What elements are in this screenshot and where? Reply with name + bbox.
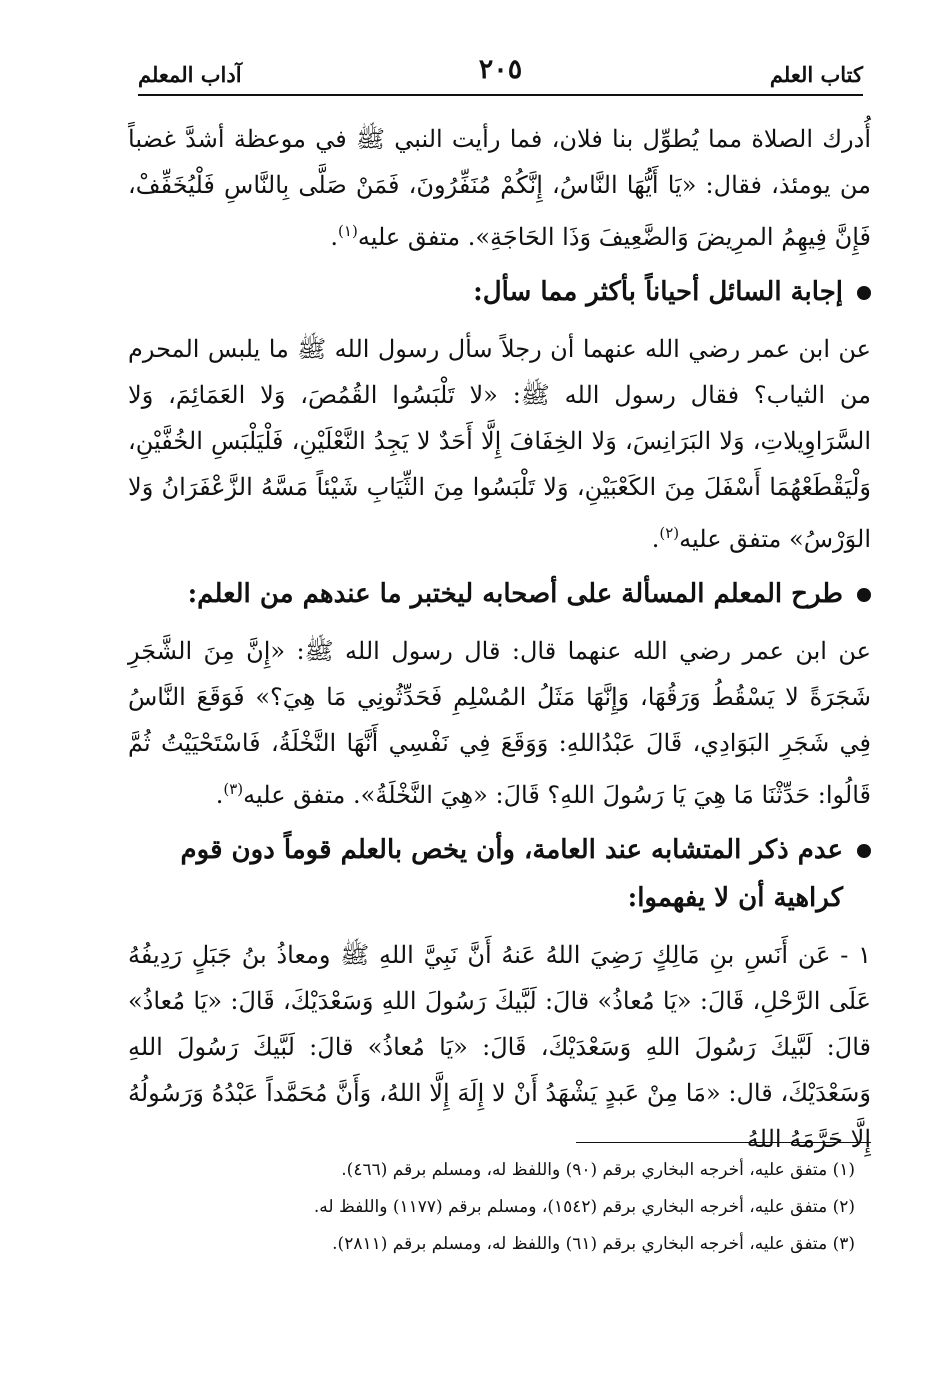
section-2-paragraph: عن ابن عمر رضي الله عنهما قال: قال رسول الله ﷺ: «إِنَّ مِنَ الشَّجَرِ شَجَرَةً لا يَسْقُطُ وَرَقُهَا، وَإِنَّهَا مَثَلُ المُسْلِمِ فَحَدِّثُونِي مَا هِيَ؟» فَوَقَعَ النَّاسُ فِي شَجَرِ البَوَادِي، قَالَ عَبْدُاللهِ: وَوَقَعَ فِي نَفْسِي أَنَّهَا النَّخْلَةُ، فَاسْتَحْيَيْتُ ثُمَّ قَالُوا: حَدِّثْنَا مَا هِيَ يَا رَسُولَ اللهِ؟ قَالَ: «هِيَ النَّخْلَةُ». متفق عليه$^{(٣)}$. xyxy=(128,637,871,809)
intro-paragraph-text: أُدرك الصلاة مما يُطوِّل بنا فلان، فما رأيت النبي ﷺ في موعظة أشدَّ غضباً من يومئذ، فقال: «يَا أَيُّهَا النَّاسُ، إِنَّكُمْ مُنَفِّرُونَ، فَمَنْ صَلَّى بِالنَّاسِ فَلْيُخَفِّفْ، فَإِنَّ فِيهِمُ المرِيضَ وَالضَّعِيفَ وَذَا الحَاجَةِ». متفق عليه xyxy=(128,125,871,251)
section-heading-1-text: إجابة السائل أحياناً بأكثر مما سأل: xyxy=(473,277,843,307)
footnotes xyxy=(128,1152,855,1263)
section-3-paragraph-text: ١ - عَن أَنَسِ بنِ مَالِكٍ رَضِيَ اللهُ عَنهُ أَنَّ نَبِيَّ اللهِ ﷺ ومعاذُ بنُ جَبَلٍ رَدِيفُهُ عَلَى الرَّحْلِ، قَالَ: «يَا مُعاذُ» قالَ: لَبَّيكَ رَسُولَ اللهِ وَسَعْدَيْكَ، قَالَ: «يَا مُعاذُ» قالَ: لَبَّيكَ رَسُولَ اللهِ وَسَعْدَيْكَ، قَالَ: «يَا مُعاذُ» قالَ: لَبَّيكَ رَسُولَ اللهِ وَسَعْدَيْكَ، قال: «مَا مِنْ عَبدٍ يَشْهَدُ أَنْ لا إِلَهَ إِلَّا اللهُ، وَأَنَّ مُحَمَّداً عَبْدُهُ وَرَسُولُهُ إِلَّا حَرَّمَهُ اللهُ xyxy=(128,941,871,1153)
header-rule xyxy=(138,94,863,96)
footnote-1: (١) متفق عليه، أخرجه البخاري برقم (٩٠) واللفظ له، ومسلم برقم (٤٦٦). xyxy=(341,1160,855,1180)
footnote-2: (٢) متفق عليه، أخرجه البخاري برقم (١٥٤٢)، ومسلم برقم (١١٧٧) واللفظ له. xyxy=(313,1197,855,1217)
section-heading-2-text: طرح المعلم المسألة على أصحابه ليختبر ما عندهم من العلم: xyxy=(187,579,843,609)
bullet-icon xyxy=(857,844,871,858)
section-1-paragraph-text: عن ابن عمر رضي الله عنهما أن رجلاً سأل رسول الله ﷺ ما يلبس المحرم من الثياب؟ فقال رسول الله ﷺ: «لا تَلْبَسُوا القُمُصَ، وَلا العَمَائِمَ، وَلا السَّرَاوِيلاتِ، وَلا البَرَانِسَ، وَلا الخِفَافَ إِلَّا أَحَدٌ لا يَجِدُ النَّعْلَيْنِ، فَلْيَلْبَسِ الخُفَّيْنِ، وَلْيَقْطَعْهُمَا أَسْفَلَ مِنَ الكَعْبَيْنِ، وَلا تَلْبَسُوا مِنَ الثِّيَابِ شَيْئاً مَسَّهُ الزَّعْفَرَانُ وَلا الوَرْسُ» متفق عليه xyxy=(128,335,871,553)
chapter-title: آداب المعلم xyxy=(138,62,242,87)
footnote-rule xyxy=(576,1142,871,1143)
footnote-3: (٣) متفق عليه، أخرجه البخاري برقم (٦١) واللفظ له، ومسلم برقم (٢٨١١). xyxy=(332,1234,855,1254)
intro-paragraph: أُدرك الصلاة مما يُطوِّل بنا فلان، فما رأيت النبي ﷺ في موعظة أشدَّ غضباً من يومئذ، فقال: «يَا أَيُّهَا النَّاسُ، إِنَّكُمْ مُنَفِّرُونَ، فَمَنْ صَلَّى بِالنَّاسِ فَلْيُخَفِّفْ، فَإِنَّ فِيهِمُ المرِيضَ وَالضَّعِيفَ وَذَا الحَاجَةِ». متفق عليه$^{(١)}$. xyxy=(128,125,871,251)
running-header xyxy=(138,54,863,98)
section-heading-3-text: عدم ذكر المتشابه عند العامة، وأن يخص بالعلم قوماً دون قوم كراهية أن لا يفهموا: xyxy=(180,835,843,913)
bullet-icon xyxy=(857,286,871,300)
footnote-ref-2: (٢) xyxy=(659,524,680,542)
section-3-paragraph xyxy=(128,932,871,1162)
page-number: ٢٠٥ xyxy=(478,54,523,85)
footnote-ref-1: (١) xyxy=(338,222,358,240)
footnote-ref-3: (٣) xyxy=(223,780,244,798)
section-heading-3 xyxy=(128,826,871,922)
book-title: كتاب العلم xyxy=(769,62,863,87)
section-1-paragraph: عن ابن عمر رضي الله عنهما أن رجلاً سأل رسول الله ﷺ ما يلبس المحرم من الثياب؟ فقال رسول الله ﷺ: «لا تَلْبَسُوا القُمُصَ، وَلا العَمَائِمَ، وَلا السَّرَاوِيلاتِ، وَلا البَرَانِسَ، وَلا الخِفَافَ إِلَّا أَحَدٌ لا يَجِدُ النَّعْلَيْنِ، فَلْيَلْبَسِ الخُفَّيْنِ، وَلْيَقْطَعْهُمَا أَسْفَلَ مِنَ الكَعْبَيْنِ، وَلا تَلْبَسُوا مِنَ الثِّيَابِ شَيْئاً مَسَّهُ الزَّعْفَرَانُ وَلا الوَرْسُ» متفق عليه$^{(٢)}$. xyxy=(128,335,871,553)
main-text xyxy=(128,116,871,1170)
section-2-paragraph-text: عن ابن عمر رضي الله عنهما قال: قال رسول الله ﷺ: «إِنَّ مِنَ الشَّجَرِ شَجَرَةً لا يَسْقُطُ وَرَقُهَا، وَإِنَّهَا مَثَلُ المُسْلِمِ فَحَدِّثُونِي مَا هِيَ؟» فَوَقَعَ النَّاسُ فِي شَجَرِ البَوَادِي، قَالَ عَبْدُاللهِ: وَوَقَعَ فِي نَفْسِي أَنَّهَا النَّخْلَةُ، فَاسْتَحْيَيْتُ ثُمَّ قَالُوا: حَدِّثْنَا مَا هِيَ يَا رَسُولَ اللهِ؟ قَالَ: «هِيَ النَّخْلَةُ». متفق عليه xyxy=(128,637,871,809)
section-heading-1 xyxy=(128,268,871,316)
section-heading-2 xyxy=(128,570,871,618)
bullet-icon xyxy=(857,588,871,602)
